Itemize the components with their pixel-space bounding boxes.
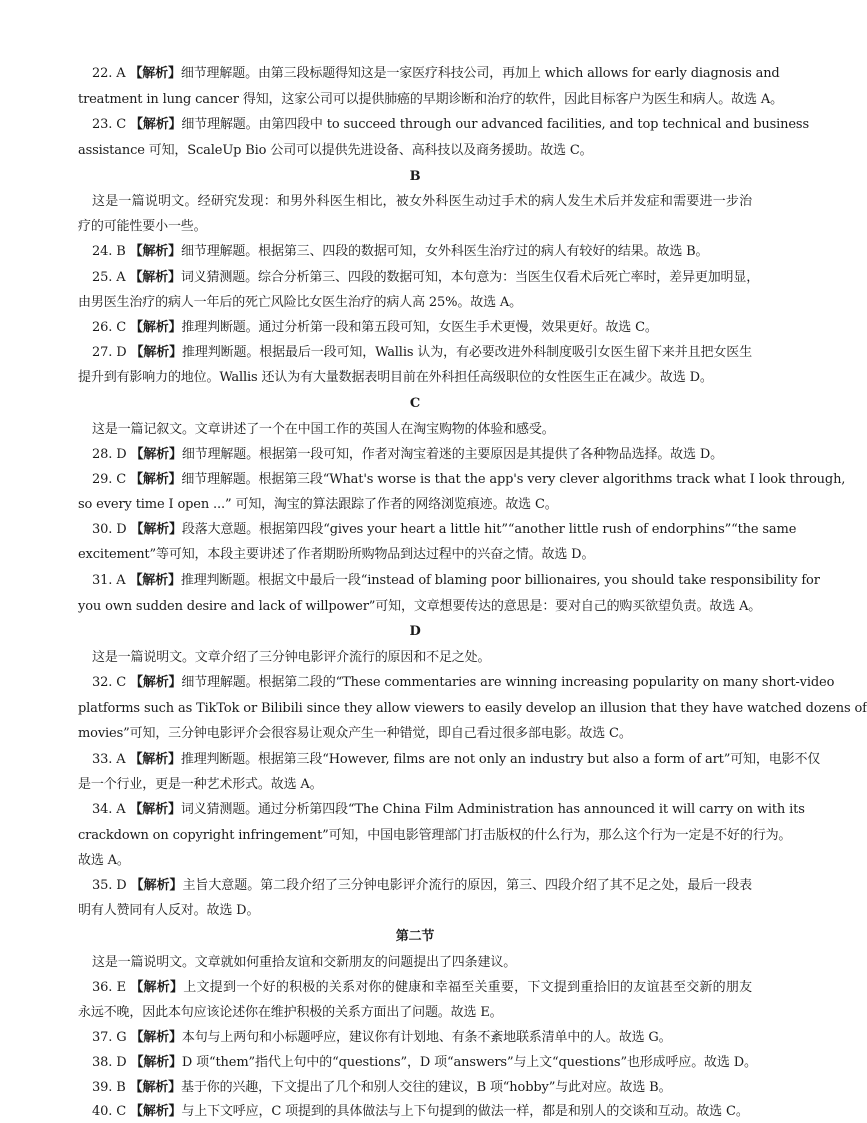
section-b-heading: B [409,169,421,184]
q32-line-2: platforms such as TikTok or Bilibili since they allow viewers to easily develop an illusion that they have watched dozens of [78,701,867,716]
q25-line-1: 25. A 【解析】词义猜测题。综合分析第三、四段的数据可知，本句意为：当医生仅看术后死亡率时，差异更加明显， [92,270,760,285]
section-2-intro: 这是一篇说明文。文章就如何重拾友谊和交新朋友的问题提出了四条建议。 [92,955,517,970]
q35-line-2: 明有人赞同有人反对。故选 D。 [78,903,260,918]
q36-line-1: 36. E 【解析】上文提到一个好的积极的关系对你的健康和幸福至关重要，下文提到重拾旧的友谊甚至交新的朋友 [92,980,753,995]
q26-line-1: 26. C 【解析】推理判断题。通过分析第一段和第五段可知，女医生手术更慢，效果更好。故选 C。 [92,320,658,335]
q31-line-2: you own sudden desire and lack of willpower”可知，文章想要传达的意思是：要对自己的购买欲望负责。故选 A。 [78,599,762,614]
section-c-heading: C [409,396,421,411]
q33-line-2: 是一个行业，更是一种艺术形式。故选 A。 [78,777,323,792]
q23-line-1: 23. C 【解析】细节理解题。由第四段中 to succeed through our advanced facilities, and top technical and business [92,117,809,132]
answer-explanation-page [78,55,867,1119]
section-d-heading: D [409,624,421,639]
q22-line-2: treatment in lung cancer 得知，这家公司可以提供肺癌的早期诊断和治疗的软件，因此目标客户为医生和病人。故选 A。 [78,92,783,107]
q29-line-1: 29. C 【解析】细节理解题。根据第三段“What's worse is that the app's very clever algorithms track what I look through, [92,472,846,487]
q23-line-2: assistance 可知，ScaleUp Bio 公司可以提供先进设备、高科技以及商务援助。故选 C。 [78,143,593,158]
q30-line-2: excitement”等可知，本段主要讲述了作者期盼所购物品到达过程中的兴奋之情。故选 D。 [78,547,595,562]
q28-line-1: 28. D 【解析】细节理解题。根据第一段可知，作者对淘宝着迷的主要原因是其提供了各种物品选择。故选 D。 [92,447,723,462]
section-d-intro: 这是一篇说明文。文章介绍了三分钟电影评介流行的原因和不足之处。 [92,650,491,665]
q29-line-2: so every time I open ...” 可知，淘宝的算法跟踪了作者的网络浏览痕迹。故选 C。 [78,497,558,512]
q27-line-2: 提升到有影响力的地位。Wallis 还认为有大量数据表明目前在外科担任高级职位的女性医生正在减少。故选 D。 [78,370,713,385]
q27-line-1: 27. D 【解析】推理判断题。根据最后一段可知，Wallis 认为，有必要改进外科制度吸引女医生留下来并且把女医生 [92,345,753,360]
q39-line-1: 39. B 【解析】基于你的兴趣，下文提出了几个和别人交往的建议，B 项“hobby”与此对应。故选 B。 [92,1080,672,1095]
q34-line-3: 故选 A。 [78,853,130,868]
q30-line-1: 30. D 【解析】段落大意题。根据第四段“gives your heart a little hit”“another little rush of endorphins”“the same [92,522,797,537]
q35-line-1: 35. D 【解析】主旨大意题。第二段介绍了三分钟电影评介流行的原因，第三、四段介绍了其不足之处，最后一段表 [92,878,753,893]
section-2-heading: 第二节 [395,929,435,944]
q33-line-1: 33. A 【解析】推理判断题。根据第三段“However, films are not only an industry but also a form of art”可知，电影不仅 [92,752,821,767]
q32-line-3: movies”可知，三分钟电影评介会很容易让观众产生一种错觉，即自己看过很多部电影。故选 C。 [78,726,632,741]
q38-line-1: 38. D 【解析】D 项“them”指代上句中的“questions”，D 项“answers”与上文“questions”也形成呼应。故选 D。 [92,1055,757,1070]
section-c-intro: 这是一篇记叙文。文章讲述了一个在中国工作的英国人在淘宝购物的体验和感受。 [92,422,555,437]
q24-line-1: 24. B 【解析】细节理解题。根据第三、四段的数据可知，女外科医生治疗过的病人有较好的结果。故选 B。 [92,244,709,259]
section-b-intro-line-2: 疗的可能性要小一些。 [78,219,207,234]
q36-line-2: 永远不晚，因此本句应该论述你在维护积极的关系方面出了问题。故选 E。 [78,1005,503,1020]
q31-line-1: 31. A 【解析】推理判断题。根据文中最后一段“instead of blaming poor billionaires, you should take responsibility for [92,573,820,588]
q40-line-1: 40. C 【解析】与上下文呼应，C 项提到的具体做法与上下句提到的做法一样，都是和别人的交谈和互动。故选 C。 [92,1104,749,1119]
section-b-intro-line-1: 这是一篇说明文。经研究发现：和男外科医生相比，被女外科医生动过手术的病人发生术后并发症和需要进一步治 [92,194,752,209]
q22-line-1: 22. A 【解析】细节理解题。由第三段标题得知这是一家医疗科技公司，再加上 which allows for early diagnosis and [92,66,780,81]
q32-line-1: 32. C 【解析】细节理解题。根据第二段的“These commentaries are winning increasing popularity on many short-video [92,675,835,690]
q37-line-1: 37. G 【解析】本句与上两句和小标题呼应，建议你有计划地、有条不紊地联系清单中的人。故选 G。 [92,1030,672,1045]
q34-line-1: 34. A 【解析】词义猜测题。通过分析第四段“The China Film Administration has announced it will carry on with its [92,802,805,817]
q34-line-2: crackdown on copyright infringement”可知，中国电影管理部门打击版权的什么行为，那么这个行为一定是不好的行为。 [78,828,792,843]
q25-line-2: 由男医生治疗的病人一年后的死亡风险比女医生治疗的病人高 25%。故选 A。 [78,295,522,310]
